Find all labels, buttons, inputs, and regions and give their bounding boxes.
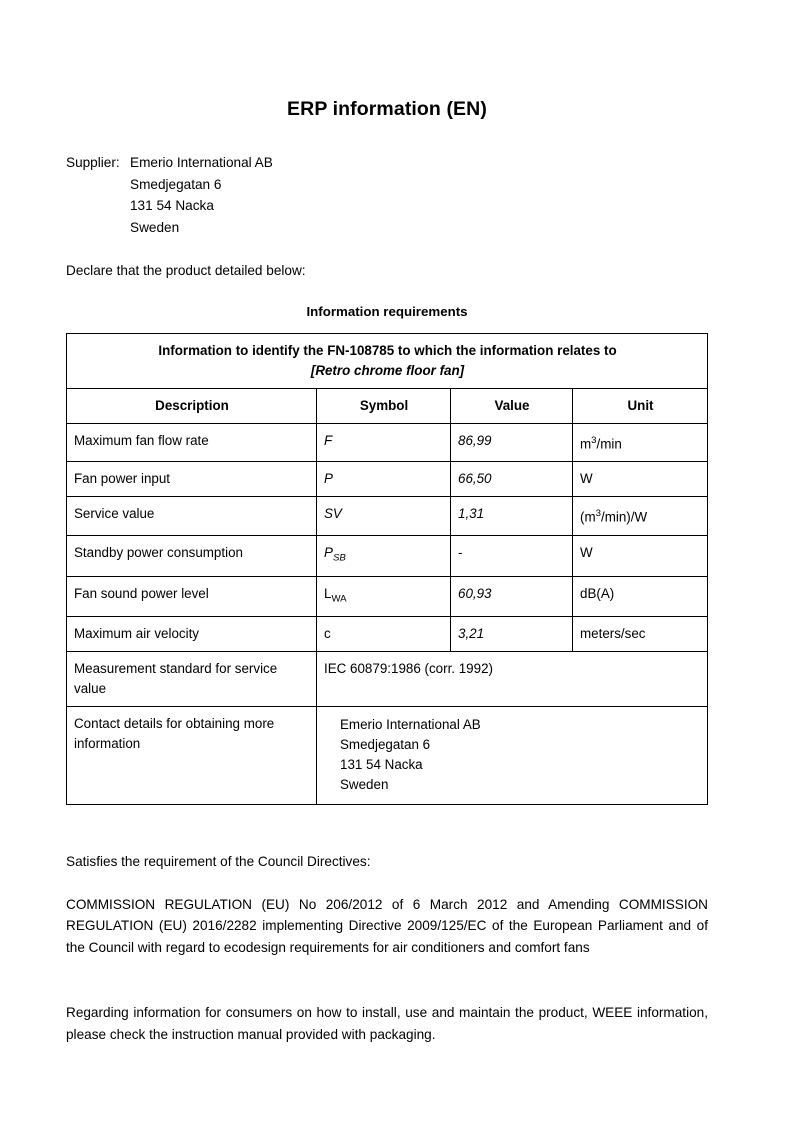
unit-main: W	[580, 544, 593, 560]
unit-superscript: 3	[595, 508, 601, 520]
symbol-subscript: SB	[332, 552, 346, 564]
unit-main: m	[580, 436, 592, 452]
column-header-unit: Unit	[573, 388, 708, 423]
unit-tail: /min	[596, 436, 622, 452]
identification-cell	[67, 333, 708, 388]
regulation-paragraph: COMMISSION REGULATION (EU) No 206/2012 of 6 March 2012 and Amending COMMISSION REGULATION (EU) 2016/2282 implementing Directive 2009/125/EC of the European Parliament and of the Council with regard to ecodesign requirements for air conditioners and comfort fans	[66, 896, 708, 955]
table-row	[67, 576, 708, 617]
symbol-main: P	[324, 471, 333, 487]
row-unit	[573, 617, 708, 652]
contact-line-3: Sweden	[340, 777, 389, 793]
table-header-row	[67, 388, 708, 423]
unit-superscript: 3	[591, 434, 597, 446]
row-description: Service value	[67, 497, 317, 535]
row-unit	[573, 497, 708, 535]
declare-line: Declare that the product detailed below:	[66, 263, 306, 279]
row-description: Measurement standard for service value	[67, 652, 317, 707]
row-value: -	[451, 535, 573, 576]
table-row	[67, 462, 708, 497]
row-description: Fan power input	[67, 462, 317, 497]
row-unit	[573, 462, 708, 497]
table-row-contact-details	[67, 707, 708, 805]
table-caption: Information requirements	[306, 303, 468, 319]
row-unit	[573, 423, 708, 461]
symbol-main: c	[324, 626, 331, 642]
row-symbol	[317, 497, 451, 535]
erp-information-table	[66, 333, 708, 805]
row-description: Maximum fan flow rate	[67, 423, 317, 461]
supplier-line-3: Sweden	[130, 219, 180, 235]
row-symbol	[317, 423, 451, 461]
row-unit	[573, 535, 708, 576]
row-value: 1,31	[451, 497, 573, 535]
document-content	[66, 0, 708, 1059]
table-row-identification	[67, 333, 708, 388]
unit-main: (m	[580, 509, 596, 525]
unit-main: meters/sec	[580, 626, 646, 642]
symbol-subscript: WA	[331, 593, 347, 605]
column-header-description: Description	[67, 388, 317, 423]
row-description: Maximum air velocity	[67, 617, 317, 652]
column-header-value: Value	[451, 388, 573, 423]
supplier-line-1: Smedjegatan 6	[130, 176, 222, 192]
supplier-block	[66, 152, 708, 238]
contact-line-1: Smedjegatan 6	[340, 737, 431, 753]
row-description: Standby power consumption	[67, 535, 317, 576]
supplier-line-0: Emerio International AB	[130, 155, 273, 171]
column-header-symbol: Symbol	[317, 388, 451, 423]
table-row	[67, 535, 708, 576]
row-unit	[573, 576, 708, 617]
unit-main: dB(A)	[580, 585, 615, 601]
row-value: 86,99	[451, 423, 573, 461]
contact-line-0: Emerio International AB	[340, 717, 481, 733]
table-row	[67, 497, 708, 535]
row-description: Fan sound power level	[67, 576, 317, 617]
row-description: Contact details for obtaining more information	[67, 707, 317, 805]
page-title: ERP information (EN)	[287, 98, 487, 120]
satisfies-paragraph: Satisfies the requirement of the Council Directives:	[66, 854, 371, 870]
symbol-main: F	[324, 432, 333, 448]
symbol-main: SV	[324, 506, 342, 522]
row-symbol	[317, 535, 451, 576]
row-value: 66,50	[451, 462, 573, 497]
supplier-line-2: 131 54 Nacka	[130, 198, 214, 214]
supplier-label: Supplier:	[66, 155, 120, 171]
symbol-main: P	[324, 544, 333, 560]
identification-product: [Retro chrome floor fan]	[310, 362, 465, 378]
unit-main: W	[580, 471, 593, 487]
table-row	[67, 617, 708, 652]
row-symbol	[317, 576, 451, 617]
table-row-measurement-standard	[67, 652, 708, 707]
contact-details-value	[317, 707, 708, 805]
table-row	[67, 423, 708, 461]
regarding-paragraph: Regarding information for consumers on how to install, use and maintain the product, WEEE information, please check the instruction manual provided with packaging.	[66, 1005, 708, 1042]
row-symbol	[317, 462, 451, 497]
supplier-first-row	[66, 152, 708, 174]
unit-tail: /min)/W	[600, 509, 648, 525]
row-value: 3,21	[451, 617, 573, 652]
symbol-main: L	[324, 585, 332, 601]
identification-heading: Information to identify the FN-108785 to which the information relates to	[158, 342, 617, 358]
row-value: 60,93	[451, 576, 573, 617]
row-symbol	[317, 617, 451, 652]
measurement-standard-value: IEC 60879:1986 (corr. 1992)	[317, 652, 708, 707]
contact-line-2: 131 54 Nacka	[340, 757, 423, 773]
